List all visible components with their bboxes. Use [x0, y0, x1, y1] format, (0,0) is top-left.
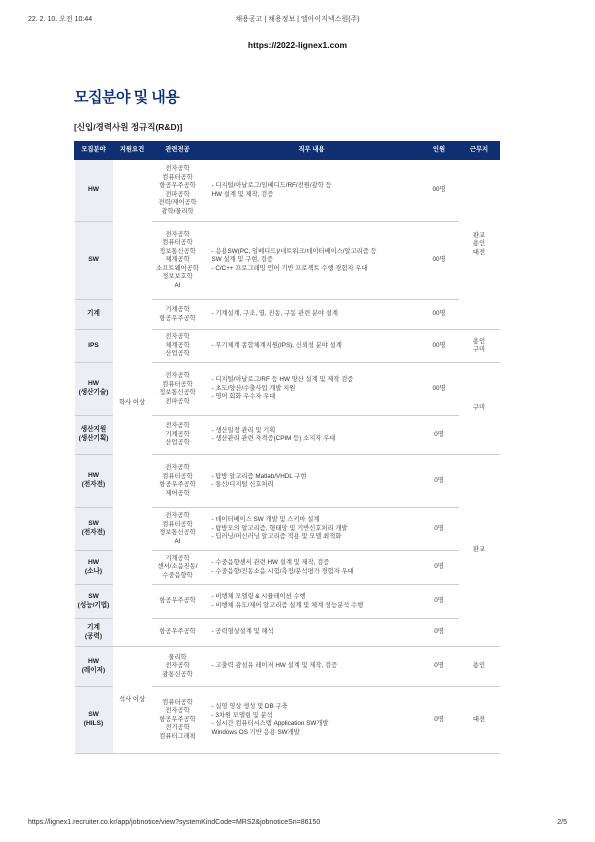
field-cell [75, 160, 113, 222]
major-item: 전기공학 [165, 724, 190, 732]
location-cell [459, 330, 500, 363]
duty-item: - 실시간 컴퓨터시스템 Application SW개발 [211, 720, 329, 727]
site-url-title: https://2022-lignex1.com [247, 40, 348, 50]
major-cell [152, 687, 204, 754]
duty-item: - C/C++ 프로그래밍 언어 기반 프로젝트 수행 경험자 우대 [211, 264, 368, 272]
major-item: 컴퓨터그래픽 [159, 732, 196, 740]
major-item: 컴퓨터공학 [162, 472, 193, 480]
major-item: 기계공학 [165, 306, 190, 313]
recruitment-table [74, 141, 500, 754]
major-item: 전자공학 [165, 372, 190, 379]
location-item: 판교 [472, 546, 486, 554]
major-item: 체계공학 [165, 341, 190, 349]
major-item: 정보통신공학 [159, 247, 196, 255]
major-item: 전파공학 [165, 190, 190, 198]
major-cell [152, 508, 204, 551]
field-cell [75, 300, 113, 330]
major-item: 항공우주공학 [159, 314, 196, 322]
major-item: 항공우주공학 [159, 182, 196, 189]
print-datetime: 22. 2. 10. 오전 10:44 [28, 16, 93, 23]
subsection-title: [신입/경력사원 정규직(R&D)] [74, 122, 183, 132]
header-field: 모집분야 [75, 142, 113, 160]
header-condition: 지원요건 [113, 142, 152, 160]
headcount-cell: 0명 [420, 416, 459, 455]
duty-item: - 초도/양산/수출사업 개발 지원 [211, 384, 296, 392]
field-cell [75, 551, 113, 585]
major-item: 산업공학 [165, 439, 190, 447]
major-item: 전파공학 [165, 397, 190, 405]
duty-item: - 영어 회화 우수자 우대 [211, 393, 276, 401]
location-cell [459, 363, 500, 455]
field-label: (레이저) [81, 666, 106, 674]
major-cell [152, 551, 204, 585]
duty-item: SW 설계 및 구현, 검증 [211, 256, 273, 264]
field-cell [75, 687, 113, 754]
field-label: SW [88, 592, 99, 600]
location-item: 용인 [472, 240, 486, 248]
major-item: 정보통신공학 [159, 389, 196, 396]
location-item: 구미 [472, 404, 486, 412]
field-cell [75, 416, 113, 455]
header-count: 인원 [420, 142, 459, 160]
headcount-cell: 00명 [420, 363, 459, 416]
location-item: 용인 [472, 337, 486, 345]
duty-cell [204, 416, 420, 455]
field-label: (공력) [84, 632, 103, 640]
major-item: 전자공학 [165, 333, 190, 341]
field-cell [75, 222, 113, 300]
headcount-cell: 0명 [420, 455, 459, 508]
duty-item: - 수중음향/진동소음 시험/측정/분석평가 경험자 우대 [211, 567, 354, 575]
major-item: 제어공학 [165, 489, 190, 497]
duty-cell [204, 363, 420, 416]
location-cell [459, 647, 500, 687]
major-item: 컴퓨터공학 [162, 520, 193, 528]
duty-cell [204, 300, 420, 330]
duty-item: - 비행체 모델링 & 시뮬레이션 수행 [211, 593, 306, 600]
duty-cell [204, 455, 420, 508]
duty-item: Windows OS 기반 응용 SW개발 [211, 728, 300, 736]
major-item: 전자공학 [165, 165, 190, 172]
field-label: SW [88, 256, 99, 264]
major-cell [152, 647, 204, 687]
location-cell [459, 687, 500, 754]
major-item: 소프트웨어공학 [156, 264, 199, 272]
duty-item: - 디지털/아날로그/임베디드/RF/전원/광학 등 [211, 182, 332, 189]
print-page-title: 채용공고 | 채용정보 | 엘아이지넥스원(주) [235, 16, 360, 23]
location-item: 구미 [472, 346, 486, 353]
footer-url: https://lignex1.recruiter.co.kr/app/jobnotice/view?systemKindCode=MRS2&jobnoticeSn=86150 [28, 819, 321, 826]
major-item: 전자공학 [165, 464, 190, 471]
major-item: AI [174, 281, 181, 289]
duty-item: - 고출력 광섬유 레이저 HW 설계 및 제작, 검증 [211, 662, 338, 670]
field-label: 생산지원 [80, 426, 107, 434]
major-cell [152, 416, 204, 455]
headcount-cell: 00명 [420, 300, 459, 330]
duty-cell [204, 585, 420, 619]
field-label: HW [88, 186, 99, 194]
major-item: 기계공학 [165, 430, 190, 438]
major-item: 센서/소음진동/ [157, 563, 198, 571]
major-item: 항공우주공학 [159, 628, 196, 636]
major-item: AI [174, 537, 181, 545]
field-cell [75, 585, 113, 619]
table-row [75, 160, 500, 222]
field-label: SW [88, 711, 99, 719]
section-title: 모집분야 및 내용 [74, 89, 180, 106]
major-item: 기계공학 [165, 554, 190, 562]
field-cell [75, 619, 113, 647]
header-duty: 직무 내용 [204, 142, 420, 160]
duty-cell [204, 222, 420, 300]
duty-cell [204, 619, 420, 647]
field-cell [75, 647, 113, 687]
duty-item: - 공력형상설계 및 해석 [211, 628, 274, 636]
duty-item: - 무기체계 종합체계지원(IPS), 신뢰성 분야 설계 [211, 341, 342, 349]
field-cell [75, 455, 113, 508]
headcount-cell: 0명 [420, 508, 459, 551]
headcount-cell: 0명 [420, 619, 459, 647]
location-cell [459, 160, 500, 330]
duty-item: - 응용SW(PC, 임베디드)/네트워크/데이터베이스/알고리즘 등 [211, 247, 377, 255]
major-item: 전자공학 [165, 707, 190, 715]
major-item: 물리학 [168, 653, 187, 661]
condition-cell: 석사 이상 [113, 647, 152, 754]
major-item: 광학/물리학 [161, 207, 194, 215]
major-cell [152, 330, 204, 363]
major-cell [152, 455, 204, 508]
field-label: (성능/기법) [77, 601, 110, 609]
major-item: 컴퓨터공학 [162, 698, 193, 706]
headcount-cell: 0명 [420, 647, 459, 687]
field-label: (전자전) [81, 481, 106, 488]
major-cell [152, 619, 204, 647]
duty-item: - 생산관리 관련 자격증(CPIM 등) 소지자 우대 [211, 435, 336, 442]
field-label: 기계 [87, 623, 100, 631]
field-label: (생산기획) [78, 435, 109, 442]
major-item: 전자공학 [165, 512, 190, 519]
major-cell [152, 300, 204, 330]
duty-item: - 수중음향센서 관련 HW 설계 및 제작, 검증 [211, 559, 330, 566]
condition-cell: 학사 이상 [113, 160, 152, 647]
field-label: HW [88, 380, 99, 388]
field-label: IPS [88, 341, 99, 349]
major-item: 컴퓨터공학 [162, 173, 193, 181]
major-cell [152, 585, 204, 619]
field-label: SW [88, 520, 99, 528]
table-row [75, 647, 500, 687]
header-major: 관련전공 [152, 142, 204, 160]
duty-item: - 디지털/아날로그/RF 등 HW 양산 설계 및 제작 검증 [211, 376, 354, 384]
headcount-cell: 00명 [420, 160, 459, 222]
field-label: HW [88, 472, 99, 480]
field-label: HW [88, 558, 99, 566]
duty-item: - 통신/디지털 신호처리 [211, 481, 274, 488]
field-label: (생산기술) [78, 389, 109, 396]
major-item: 항공우주공학 [159, 715, 196, 723]
duty-cell [204, 647, 420, 687]
location-cell [459, 455, 500, 647]
location-item: 대전 [472, 248, 486, 256]
field-label: (소나) [84, 567, 103, 575]
major-item: 광통신공학 [162, 670, 193, 678]
field-cell [75, 330, 113, 363]
major-item: 전자공학 [165, 422, 190, 430]
headcount-cell: 00명 [420, 330, 459, 363]
major-item: 컴퓨터공학 [162, 239, 193, 247]
field-label: (전자전) [81, 529, 106, 536]
major-item: 전력/제어공학 [158, 199, 197, 206]
field-cell [75, 508, 113, 551]
duty-item: - 3차원 모델링 및 분석 [211, 711, 273, 719]
major-item: 체계공학 [165, 256, 190, 264]
headcount-cell: 0명 [420, 687, 459, 754]
field-label: (HILS) [83, 720, 104, 727]
major-item: 항공우주공학 [159, 597, 196, 605]
field-label: HW [88, 657, 99, 665]
duty-item: - 딥러닝/머신러닝 알고리즘 적용 및 모델 최적화 [211, 533, 342, 541]
headcount-cell: 00명 [420, 222, 459, 300]
field-cell [75, 363, 113, 416]
major-item: 정보통신공학 [159, 529, 196, 536]
duty-item: - 기계설계, 구조, 열, 진동, 구동 관련 분야 설계 [211, 310, 338, 318]
major-cell [152, 363, 204, 416]
headcount-cell: 0명 [420, 551, 459, 585]
major-cell [152, 222, 204, 300]
duty-cell [204, 551, 420, 585]
location-item: 판교 [472, 231, 486, 239]
major-item: 항공우주공학 [159, 481, 196, 488]
duty-item: - 탐방모의 알고리즘, 형태망 및 기반신호처리 개발 [211, 524, 348, 532]
duty-item: - 실영 영상 생성 및 DB 구축 [211, 703, 288, 710]
field-label: 기계 [87, 310, 100, 318]
duty-cell [204, 160, 420, 222]
header-location: 근무지 [459, 142, 500, 160]
duty-item: - 탐방 알고리즘 Matlab/VHDL 구현 [211, 472, 307, 480]
major-cell [152, 160, 204, 222]
major-item: 전자공학 [165, 662, 190, 670]
major-item: 산업공학 [165, 350, 190, 358]
headcount-cell: 0명 [420, 585, 459, 619]
duty-item: HW 설계 및 제작, 검증 [211, 190, 274, 198]
duty-item: - 생산일정 관리 및 기획 [211, 426, 276, 434]
location-item: 용인 [472, 662, 486, 670]
duty-item: - 비행체 유도/제어 알고리즘 설계 및 체계 성능분석 수행 [211, 601, 364, 609]
major-item: 컴퓨터공학 [162, 380, 193, 388]
table-header-row [75, 142, 500, 160]
footer-page-number: 2/5 [557, 819, 567, 826]
duty-cell [204, 687, 420, 754]
duty-item: - 데이터베이스 SW 개발 및 스키마 설계 [211, 516, 320, 524]
duty-cell [204, 508, 420, 551]
major-item: 전자공학 [165, 230, 190, 238]
major-item: 정보보호학 [162, 273, 193, 281]
location-item: 대전 [472, 715, 486, 723]
major-item: 수중음향학 [162, 571, 193, 579]
duty-cell [204, 330, 420, 363]
